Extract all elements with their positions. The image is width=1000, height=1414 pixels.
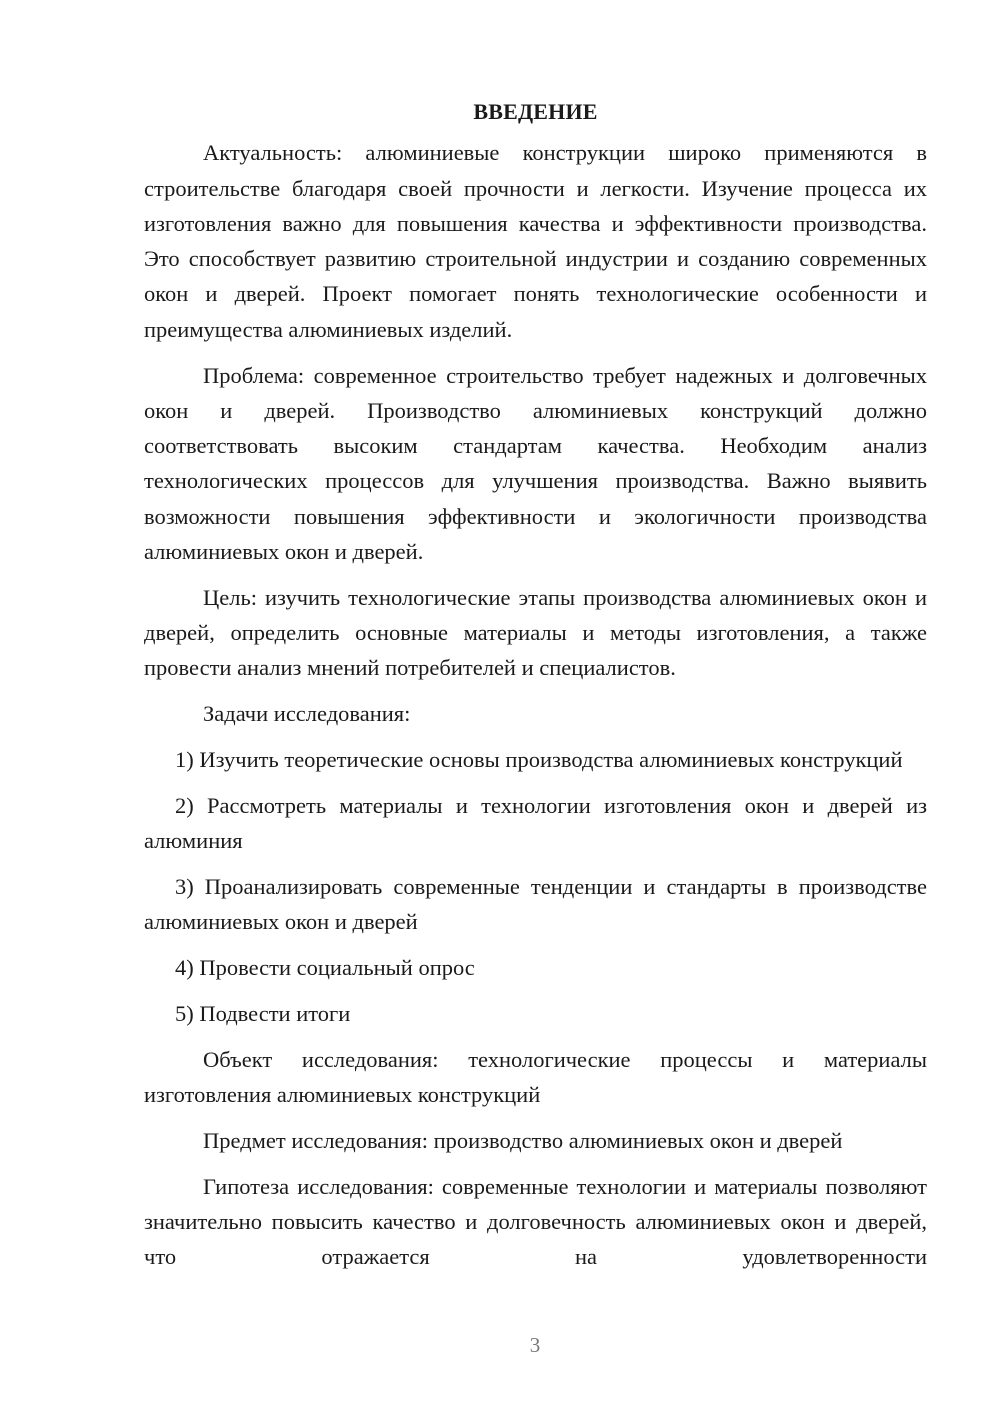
- hypothesis-paragraph: Гипотеза исследования: современные технологии и материалы позволяют значительно повысить качество и долговечность алюминиевых окон и дверей, что отражается на удовлетворенности: [144, 1173, 927, 1270]
- task-item-2: 2) Рассмотреть материалы и технологии изготовления окон и дверей из алюминия: [144, 792, 927, 854]
- task-item-5: 5) Подвести итоги: [175, 1000, 351, 1026]
- task-item-1: 1) Изучить теоретические основы производства алюминиевых конструкций: [175, 747, 903, 773]
- relevance-paragraph: Актуальность: алюминиевые конструкции широко применяются в строительстве благодаря своей прочности и легкости. Изучение процесса их изготовления важно для повышения качества и эффективности производства. Это способствует развитию строительной индустрии и созданию современных окон и дверей. Проект помогает понять технологические особенности и преимущества алюминиевых изделий.: [144, 140, 927, 342]
- page-body: [144, 94, 927, 1285]
- subject-paragraph: Предмет исследования: производство алюминиевых окон и дверей: [203, 1127, 843, 1153]
- problem-paragraph: Проблема: современное строительство требует надежных и долговечных окон и дверей. Производство алюминиевых конструкций должно соответствовать высоким стандартам качества. Необходим анализ технологических процессов для улучшения производства. Важно выявить возможности повышения эффективности и экологичности производства алюминиевых окон и дверей.: [144, 362, 927, 565]
- task-item-3: 3) Проанализировать современные тенденции и стандарты в производстве алюминиевых окон и дверей: [144, 873, 927, 935]
- section-heading: ВВЕДЕНИЕ: [473, 99, 598, 124]
- task-item-4: 4) Провести социальный опрос: [175, 955, 475, 981]
- goal-paragraph: Цель: изучить технологические этапы производства алюминиевых окон и дверей, определить основные материалы и методы изготовления, а также провести анализ мнений потребителей и специалистов.: [144, 584, 927, 681]
- object-paragraph: Объект исследования: технологические процессы и материалы изготовления алюминиевых конструкций: [144, 1046, 927, 1107]
- tasks-title: Задачи исследования:: [203, 701, 411, 727]
- page-number: 3: [529, 1333, 541, 1357]
